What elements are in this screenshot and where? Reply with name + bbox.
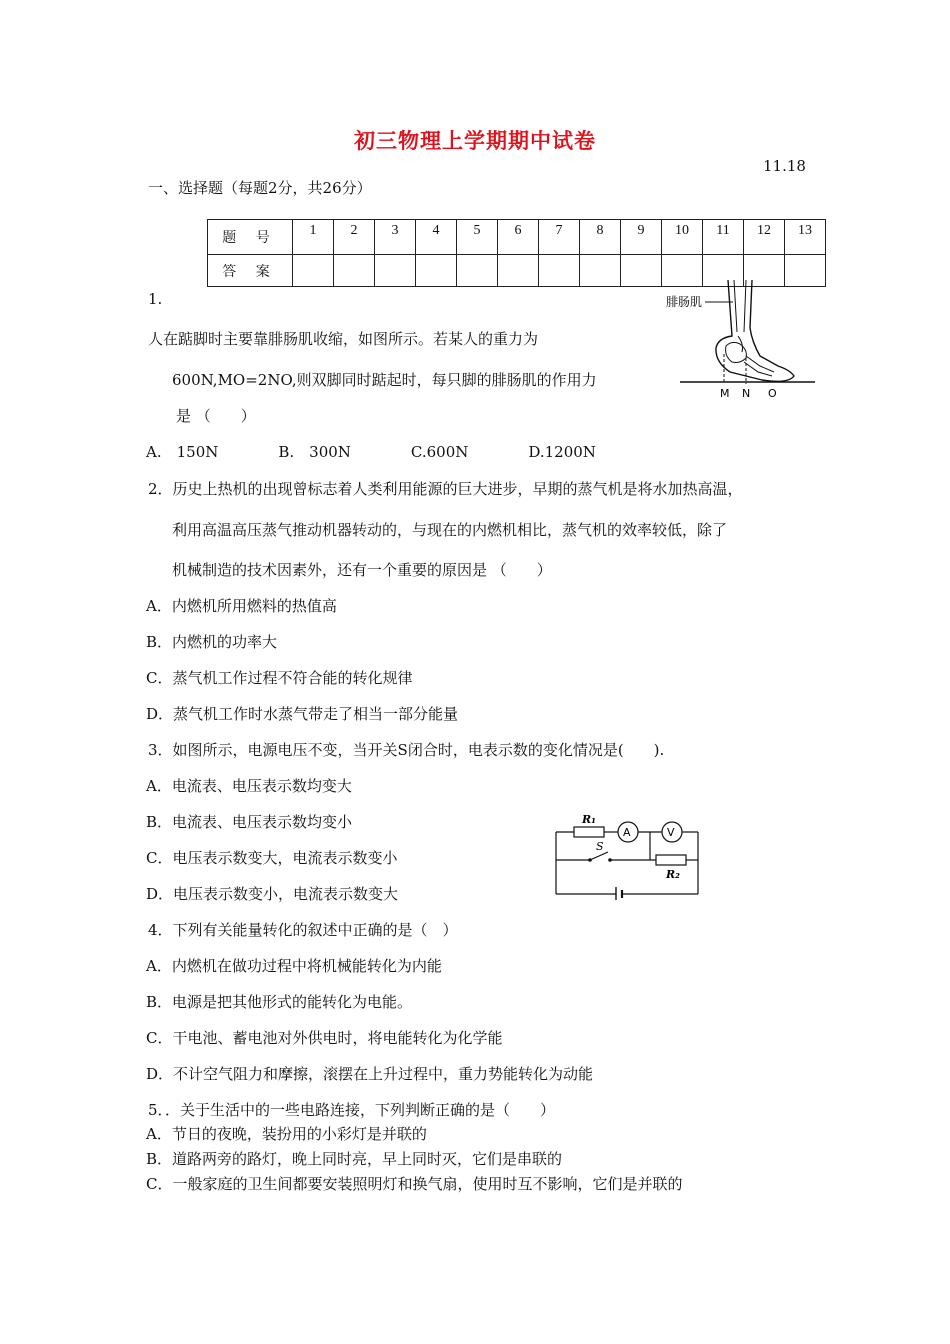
- answer-cell[interactable]: [539, 255, 580, 287]
- question-number-cell: 4: [416, 220, 457, 255]
- question-2-text: 机械制造的技术因素外，还有一个重要的原因是 （ ）: [172, 561, 552, 579]
- question-5-option-c: C．一般家庭的卫生间都要安装照明灯和换气扇，使用时互不影响，它们是并联的: [146, 1175, 683, 1193]
- question-5-text: 5．．关于生活中的一些电路连接，下列判断正确的是（ ）: [148, 1101, 556, 1119]
- point-n-label: N: [742, 387, 751, 400]
- foot-figure: [660, 276, 820, 401]
- answer-cell[interactable]: [457, 255, 498, 287]
- exam-date: 11.18: [763, 157, 806, 175]
- question-2-text: 2．历史上热机的出现曾标志着人类利用能源的巨大进步，早期的蒸气机是将水加热高温，: [148, 480, 743, 498]
- question-3-option-a: A．电流表、电压表示数均变大: [146, 777, 352, 795]
- question-number-cell: 2: [334, 220, 375, 255]
- question-number-cell: 3: [375, 220, 416, 255]
- muscle-label: 腓肠肌: [666, 295, 703, 309]
- answer-cell[interactable]: [416, 255, 457, 287]
- question-4-option-d: D．不计空气阻力和摩擦，滚摆在上升过程中，重力势能转化为动能: [146, 1065, 594, 1083]
- question-1-options: A. 150N B. 300N C.600N D.1200N: [146, 443, 596, 461]
- question-number-cell: 10: [662, 220, 703, 255]
- answer-cell[interactable]: [334, 255, 375, 287]
- row-label-answer: 答 案: [208, 255, 293, 287]
- page-title: 初三物理上学期期中试卷: [354, 129, 596, 153]
- question-number-cell: 13: [785, 220, 826, 255]
- question-3-text: 3．如图所示，电源电压不变，当开关S闭合时，电表示数的变化情况是( ).: [148, 741, 665, 759]
- r1-label: R₁: [582, 813, 596, 826]
- answer-cell[interactable]: [498, 255, 539, 287]
- circuit-figure: [552, 808, 710, 900]
- question-1-text: 600N,MO=2NO,则双脚同时踮起时，每只脚的腓肠肌的作用力: [172, 371, 597, 389]
- answer-cell[interactable]: [580, 255, 621, 287]
- question-number-cell: 12: [744, 220, 785, 255]
- question-number-cell: 5: [457, 220, 498, 255]
- point-o-label: O: [768, 387, 777, 400]
- question-4-text: 4．下列有关能量转化的叙述中正确的是（ ）: [148, 921, 458, 939]
- question-number-cell: 8: [580, 220, 621, 255]
- question-3-option-b: B．电流表、电压表示数均变小: [146, 813, 353, 831]
- question-2-option-a: A．内燃机所用燃料的热值高: [146, 597, 337, 615]
- table-row: [208, 220, 826, 255]
- answer-cell[interactable]: [293, 255, 334, 287]
- question-2-text: 利用高温高压蒸气推动机器转动的，与现在的内燃机相比，蒸气机的效率较低，除了: [172, 521, 728, 539]
- question-number-cell: 11: [703, 220, 744, 255]
- switch-icon: [590, 852, 608, 860]
- answer-cell[interactable]: [375, 255, 416, 287]
- ammeter-label: A: [623, 826, 631, 839]
- question-4-option-c: C．干电池、蓄电池对外供电时，将电能转化为化学能: [146, 1029, 503, 1047]
- r2-label: R₂: [666, 868, 680, 881]
- question-2-option-b: B．内燃机的功率大: [146, 633, 278, 651]
- question-3-option-c: C．电压表示数变大，电流表示数变小: [146, 849, 398, 867]
- section-heading: 一、选择题（每题2分，共26分）: [148, 179, 372, 197]
- question-number-cell: 7: [539, 220, 580, 255]
- point-m-label: M: [720, 387, 730, 400]
- answer-cell[interactable]: [621, 255, 662, 287]
- row-label-number: 题 号: [208, 220, 293, 255]
- question-4-option-b: B．电源是把其他形式的能转化为电能。: [146, 993, 413, 1011]
- question-5-option-a: A．节日的夜晚，装扮用的小彩灯是并联的: [146, 1125, 427, 1143]
- question-4-option-a: A．内燃机在做功过程中将机械能转化为内能: [146, 957, 442, 975]
- question-3-option-d: D．电压表示数变小，电流表示数变大: [146, 885, 399, 903]
- switch-label: S: [596, 840, 604, 853]
- question-number-cell: 9: [621, 220, 662, 255]
- question-1-number: 1.: [148, 290, 163, 308]
- question-1-text: 人在踮脚时主要靠腓肠肌收缩，如图所示。若某人的重力为: [148, 330, 539, 348]
- question-number-cell: 1: [293, 220, 334, 255]
- question-number-cell: 6: [498, 220, 539, 255]
- voltmeter-label: V: [667, 826, 675, 839]
- question-2-option-d: D．蒸气机工作时水蒸气带走了相当一部分能量: [146, 705, 459, 723]
- question-2-option-c: C．蒸气机工作过程不符合能的转化规律: [146, 669, 413, 687]
- question-1-text: 是 （ ）: [176, 407, 256, 425]
- question-5-option-b: B．道路两旁的路灯，晚上同时亮，早上同时灭，它们是串联的: [146, 1150, 563, 1168]
